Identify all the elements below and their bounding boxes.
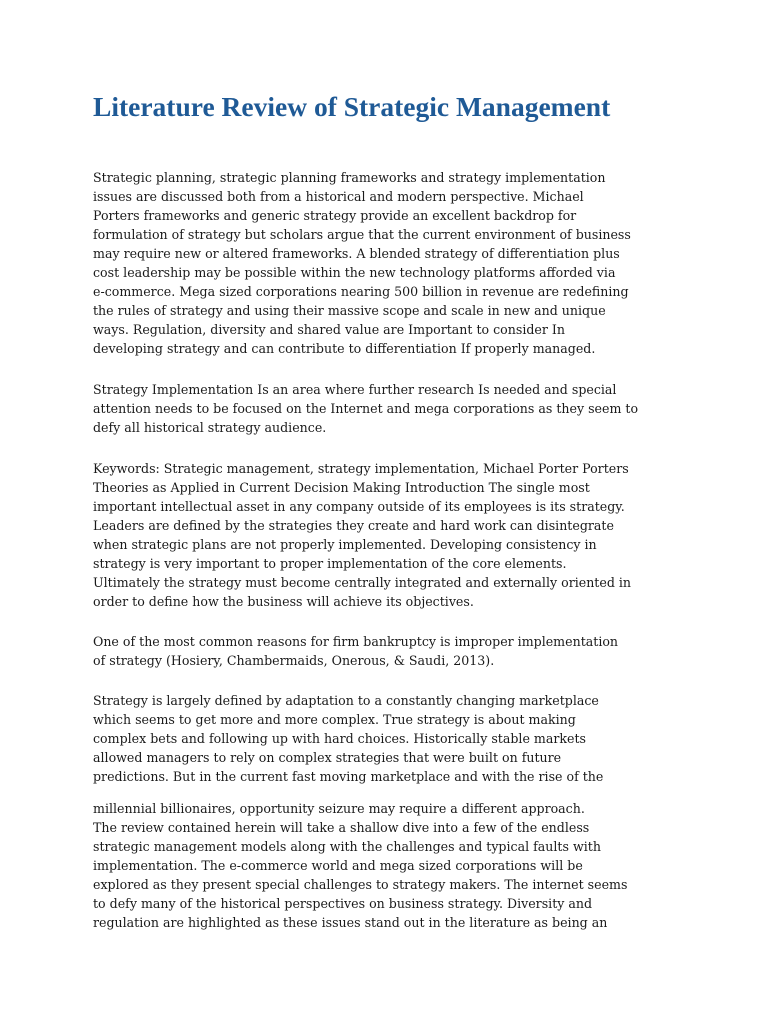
paragraph-bankruptcy: One of the most common reasons for firm bankruptcy is improper implementation of strategy (Hosiery, Chambermaids, Onerous, & Saudi, 2013). bbox=[93, 634, 619, 668]
paragraph-keywords: Keywords: Strategic management, strategy implementation, Michael Porter Porters Theories as Applied in Current Decision Making Introduction The single most important intellectual asset in any company outside of its employees is its strategy. Leaders are defined by the strategies they create and hard work can disintegrate when strategic plans are not properly implemented. Developing consistency in strategy is very important to proper implementation of the core elements. Ultimately the strategy must become centrally integrated and externally oriented in order to define how the business will achieve its objectives. bbox=[93, 461, 632, 609]
paragraph-review-scope: millennial billionaires, opportunity seizure may require a different approach. The review contained herein will take a shallow dive into a few of the endless strategic management models along with the challenges and typical faults with implementation. The e-commerce world and mega sized corporations will be explored as they present special challenges to strategy makers. The internet seems to defy many of the historical perspectives on business strategy. Diversity and regulation are highlighted as these issues stand out in the literature as being an bbox=[93, 801, 628, 930]
document-title: Literature Review of Strategic Management bbox=[93, 91, 611, 122]
paragraph-implementation: Strategy Implementation Is an area where further research Is needed and special attention needs to be focused on the Internet and mega corporations as they seem to defy all historical strategy audience. bbox=[93, 382, 639, 435]
paragraph-abstract: Strategic planning, strategic planning frameworks and strategy implementation issues are discussed both from a historical and modern perspective. Michael Porters frameworks and generic strategy provide an excellent backdrop for formulation of strategy but scholars argue that the current environment of business may require new or altered frameworks. A blended strategy of differentiation plus cost leadership may be possible within the new technology platforms afforded via e-commerce. Mega sized corporations nearing 500 billion in revenue are redefining the rules of strategy and using their massive scope and scale in new and unique ways. Regulation, diversity and shared value are Important to consider In developing strategy and can contribute to differentiation If properly managed. bbox=[93, 170, 631, 356]
paragraph-adaptation: Strategy is largely defined by adaptation to a constantly changing marketplace which seems to get more and more complex. True strategy is about making complex bets and following up with hard choices. Historically stable markets allowed managers to rely on complex strategies that were built on future predictions. But in the current fast moving marketplace and with the rise of the bbox=[93, 693, 604, 784]
